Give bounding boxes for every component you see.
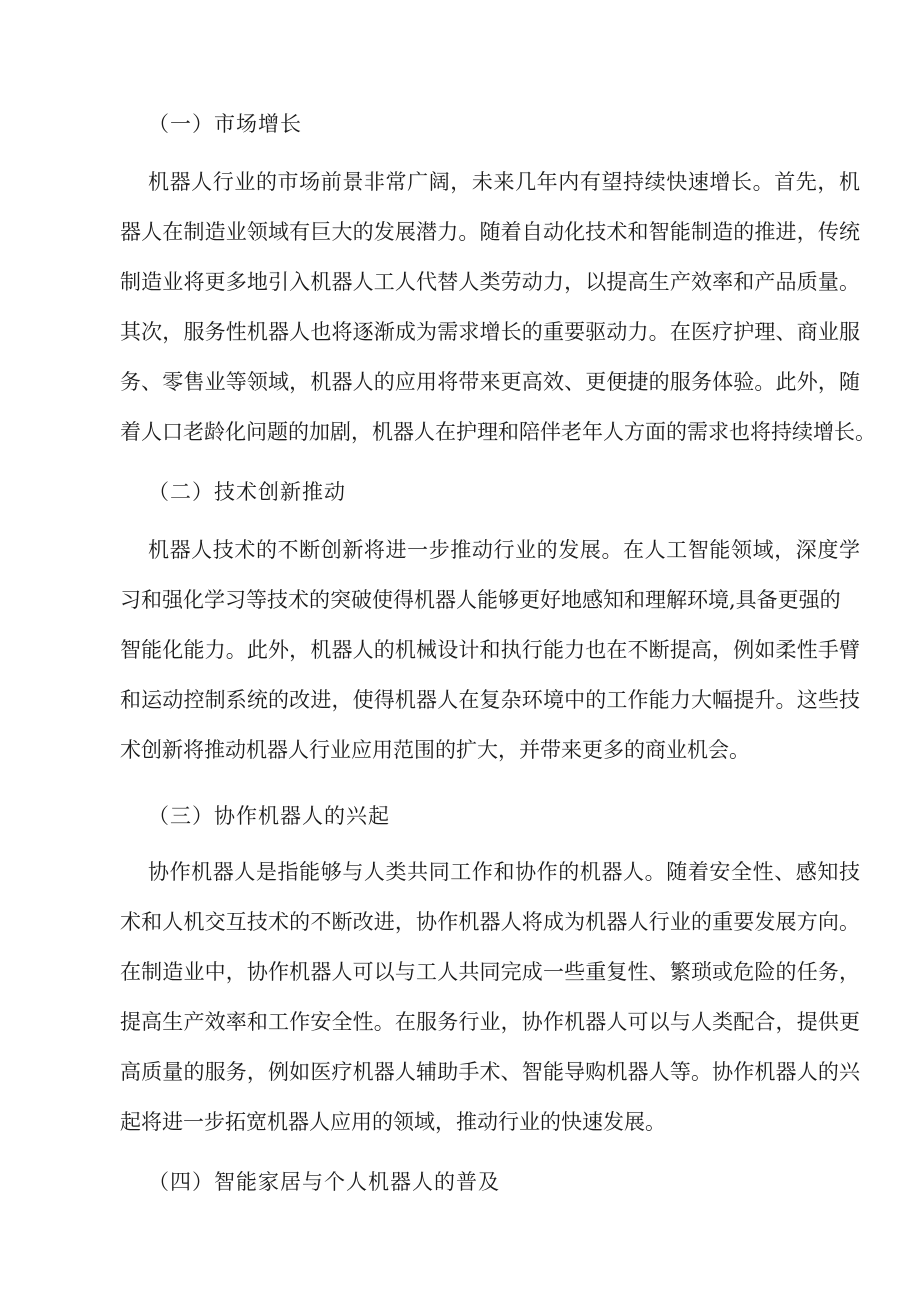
section-heading-2: （二）技术创新推动	[148, 480, 346, 504]
paragraph-line: 术创新将推动机器人行业应用范围的扩大，并带来更多的商业机会。	[120, 738, 750, 762]
section-heading-4: （四）智能家居与个人机器人的普及	[148, 1170, 500, 1194]
paragraph-line: 务、零售业等领域，机器人的应用将带来更高效、更便捷的服务体验。此外，随	[120, 370, 860, 394]
section-heading-3: （三）协作机器人的兴起	[148, 804, 390, 828]
paragraph-line: 在制造业中，协作机器人可以与工人共同完成一些重复性、繁琐或危险的任务，	[120, 960, 860, 984]
paragraph-line: 智能化能力。此外，机器人的机械设计和执行能力也在不断提高，例如柔性手臂	[120, 638, 860, 662]
paragraph-line: 机器人行业的市场前景非常广阔，未来几年内有望持续快速增长。首先，机	[148, 170, 860, 194]
paragraph-line: 起将进一步拓宽机器人应用的领域，推动行业的快速发展。	[120, 1110, 666, 1134]
paragraph-line: 协作机器人是指能够与人类共同工作和协作的机器人。随着安全性、感知技	[148, 860, 860, 884]
paragraph-line: 和运动控制系统的改进，使得机器人在复杂环境中的工作能力大幅提升。这些技	[120, 688, 860, 712]
paragraph-line: 高质量的服务，例如医疗机器人辅助手术、智能导购机器人等。协作机器人的兴	[120, 1060, 860, 1084]
paragraph-line: 习和强化学习等技术的突破使得机器人能够更好地感知和理解环境,具备更强的	[120, 588, 841, 612]
section-heading-1: （一）市场增长	[148, 112, 302, 136]
paragraph-line: 术和人机交互技术的不断改进，协作机器人将成为机器人行业的重要发展方向。	[120, 910, 860, 934]
paragraph-line: 制造业将更多地引入机器人工人代替人类劳动力，以提高生产效率和产品质量。	[120, 270, 860, 294]
paragraph-line: 提高生产效率和工作安全性。在服务行业，协作机器人可以与人类配合，提供更	[120, 1010, 860, 1034]
paragraph-line: 着人口老龄化问题的加剧，机器人在护理和陪伴老年人方面的需求也将持续增长。	[120, 420, 876, 444]
paragraph-line: 机器人技术的不断创新将进一步推动行业的发展。在人工智能领域，深度学	[148, 538, 860, 562]
paragraph-line: 其次，服务性机器人也将逐渐成为需求增长的重要驱动力。在医疗护理、商业服	[120, 320, 860, 344]
paragraph-line: 器人在制造业领域有巨大的发展潜力。随着自动化技术和智能制造的推进，传统	[120, 220, 860, 244]
